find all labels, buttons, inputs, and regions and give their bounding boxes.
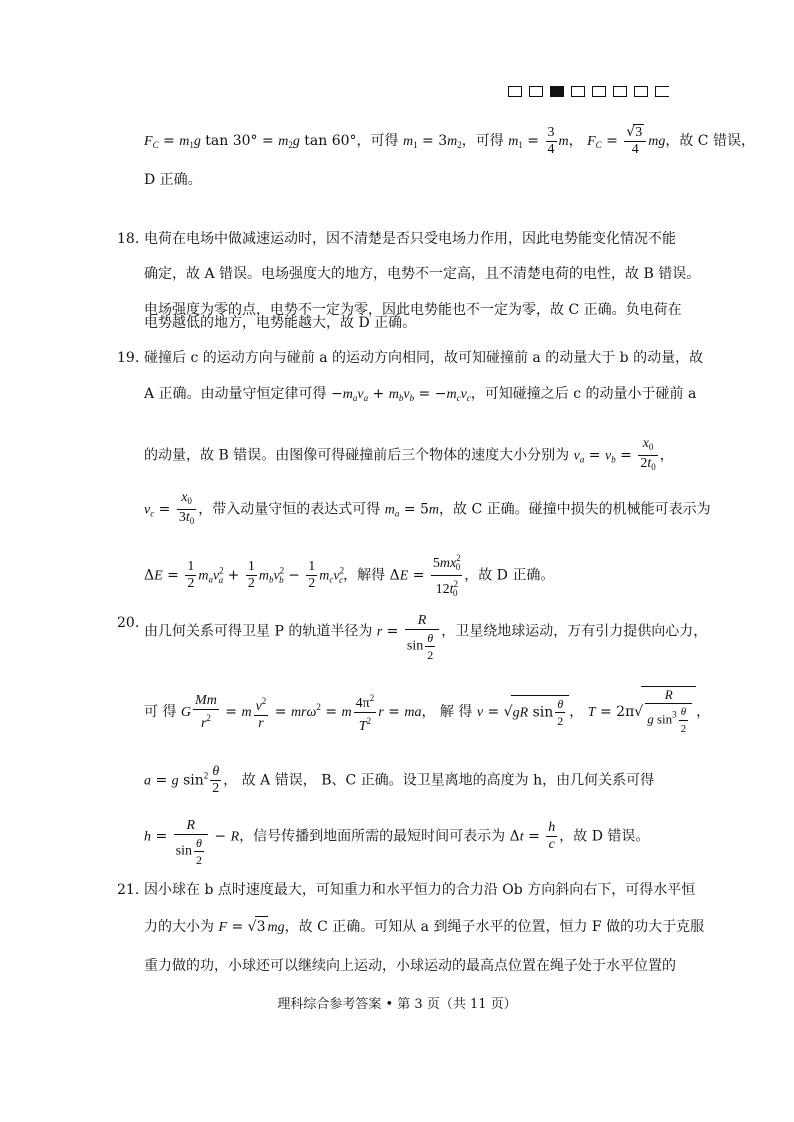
q18-line: 电势越低的地方，电势能越大，故 D 正确。 [144, 315, 417, 331]
marker-box [508, 86, 522, 97]
q17-conclusion: D 正确。 [144, 172, 202, 188]
question-number: 19. [117, 350, 140, 366]
text: ，解得 [343, 567, 386, 584]
q20-line: 由几何关系可得卫星 P 的轨道半径为 r = R sin $\frac{\theta}{2}$ ，卫星绕地球运动，万有引力提供向心力， [144, 613, 708, 662]
text: ，信号传播到地面所需的最短时间可表示为 [239, 828, 506, 845]
q18-line: 电荷在电场中做减速运动时，因不清楚是否只受电场力作用，因此电势能变化情况不能 [144, 231, 676, 247]
text: ，故 C 正确。可知从 a 到绳子水平的位置，恒力 F 做的功大于克服 [284, 919, 705, 935]
text: ，故 C 错误， [665, 133, 755, 149]
question-number: 21. [117, 882, 140, 898]
q19-line: $v_c$ = $\frac{x_0}{3t_0}$ ，带入动量守恒的表达式可得 $m_a = 5m$，故 C 正确。碰撞中损失的机械能可表示为 [144, 490, 711, 526]
marker-box [571, 86, 585, 97]
q19-line: A 正确。由动量守恒定律可得 $-m_av_a + m_bv_b = -m_cv_c$，可知碰撞之后 c 的动量小于碰前 a [144, 386, 697, 403]
text: ， [568, 133, 583, 149]
marker-box-filled [550, 86, 564, 97]
q20-line: 可 得 G $\frac{Mm}{r^2}$ = m $\frac{v^2}{r}$ = mrω$^2$ = m $\frac{4\pi^2}{T^2}$ r = ma， 解 得 v = √gR sin $\frac{\theta}{2}$ ， T = 2π√ R g $\sin^3$ $\frac{\theta}{2}$ ， [144, 687, 711, 735]
question-number: 18. [117, 231, 140, 247]
q19-line: 的动量，故 B 错误。由图像可得碰撞前后三个物体的速度大小分别为 $v_a = v_b$ = $\frac{x_0}{2t_0}$ ， [144, 436, 674, 472]
q18-line: 确定，故 A 错误。电场强度大的地方，电势不一定高，且不清楚电荷的电性，故 B 错误。 [144, 266, 701, 282]
text: ，故 C 正确。碰撞中损失的机械能可表示为 [439, 501, 711, 518]
marker-box [613, 86, 627, 97]
text: ，可得 [356, 133, 399, 149]
text: ，故 D 错误。 [559, 828, 650, 845]
text: ，可得 [461, 133, 504, 149]
q17-formula-line: $F_C = m_1g$ $\tan 30^\circ = m_2g$ tan 60°，可得 $m_1 = 3m_2$，可得 $m_1$ = $\frac{3}{4}$ m， $F_C$ = $\frac{√3}{4}$ mg，故 C 错误， [144, 124, 755, 157]
q18-line: 电场强度为零的点，电势不一定为零，因此电势能也不一定为零，故 C 正确。负电荷在 [144, 302, 682, 318]
page-footer: 理科综合参考答案 • 第 3 页（共 11 页） [277, 997, 517, 1012]
text: ，可知碰撞之后 c 的动量小于碰前 a [470, 386, 697, 402]
page-marker-boxes [508, 86, 669, 100]
text: ， [696, 704, 711, 720]
marker-box [592, 86, 606, 97]
marker-box [634, 86, 648, 97]
q19-line: ΔE = $\frac{1}{2}$ $m_av^2_a$ + $\frac{1}{2}$ $m_bv^2_b$ − $\frac{1}{2}$ $m_cv^2_c$，解得 ΔE = $\frac{5mx^2_0}{12t^2_0}$ ，故 D 正确。 [144, 550, 554, 601]
text: 力的大小为 [144, 919, 214, 935]
text: ，卫星绕地球运动，万有引力提供向心力， [441, 623, 708, 640]
marker-box [655, 86, 669, 97]
text: 的动量，故 B 错误。由图像可得碰撞前后三个物体的速度大小分别为 [144, 447, 570, 464]
q21-line: 因小球在 b 点时速度最大，可知重力和水平恒力的合力沿 Ob 方向斜向右下，可得水平恒 [144, 882, 696, 898]
q20-line: h = R sin $\frac{\theta}{2}$ − R，信号传播到地面所需的最短时间可表示为 Δt = $\frac{h}{c}$ ，故 D 错误。 [144, 818, 650, 867]
text: ， [569, 704, 584, 720]
text: 可 得 [144, 704, 177, 720]
q21-line: 力的大小为 F = √3 mg，故 C 正确。可知从 a 到绳子水平的位置，恒力 F 做的功大于克服 [144, 916, 704, 938]
text: ，带入动量守恒的表达式可得 [198, 501, 381, 518]
text: ，故 D 正确。 [464, 567, 555, 584]
text: A 正确。由动量守恒定律可得 [144, 386, 327, 402]
marker-box [529, 86, 543, 97]
text: 由几何关系可得卫星 P 的轨道半径为 [144, 623, 373, 640]
q19-line: 碰撞后 c 的运动方向与碰前 a 的运动方向相同，故可知碰撞前 a 的动量大于 b 的动量，故 [144, 350, 704, 366]
question-number: 20. [117, 615, 140, 631]
text: ， 故 A 错误， B、C 正确。设卫星离地的高度为 h，由几何关系可得 [223, 772, 655, 789]
text: ， 解 得 [421, 704, 473, 720]
q20-line: a = g $\sin^2$ $\frac{\theta}{2}$ ， 故 A 错误， B、C 正确。设卫星离地的高度为 h，由几何关系可得 [144, 764, 655, 796]
q21-line: 重力做的功，小球还可以继续向上运动，小球运动的最高点位置在绳子处于水平位置的 [144, 958, 676, 974]
text: ， [659, 447, 674, 464]
